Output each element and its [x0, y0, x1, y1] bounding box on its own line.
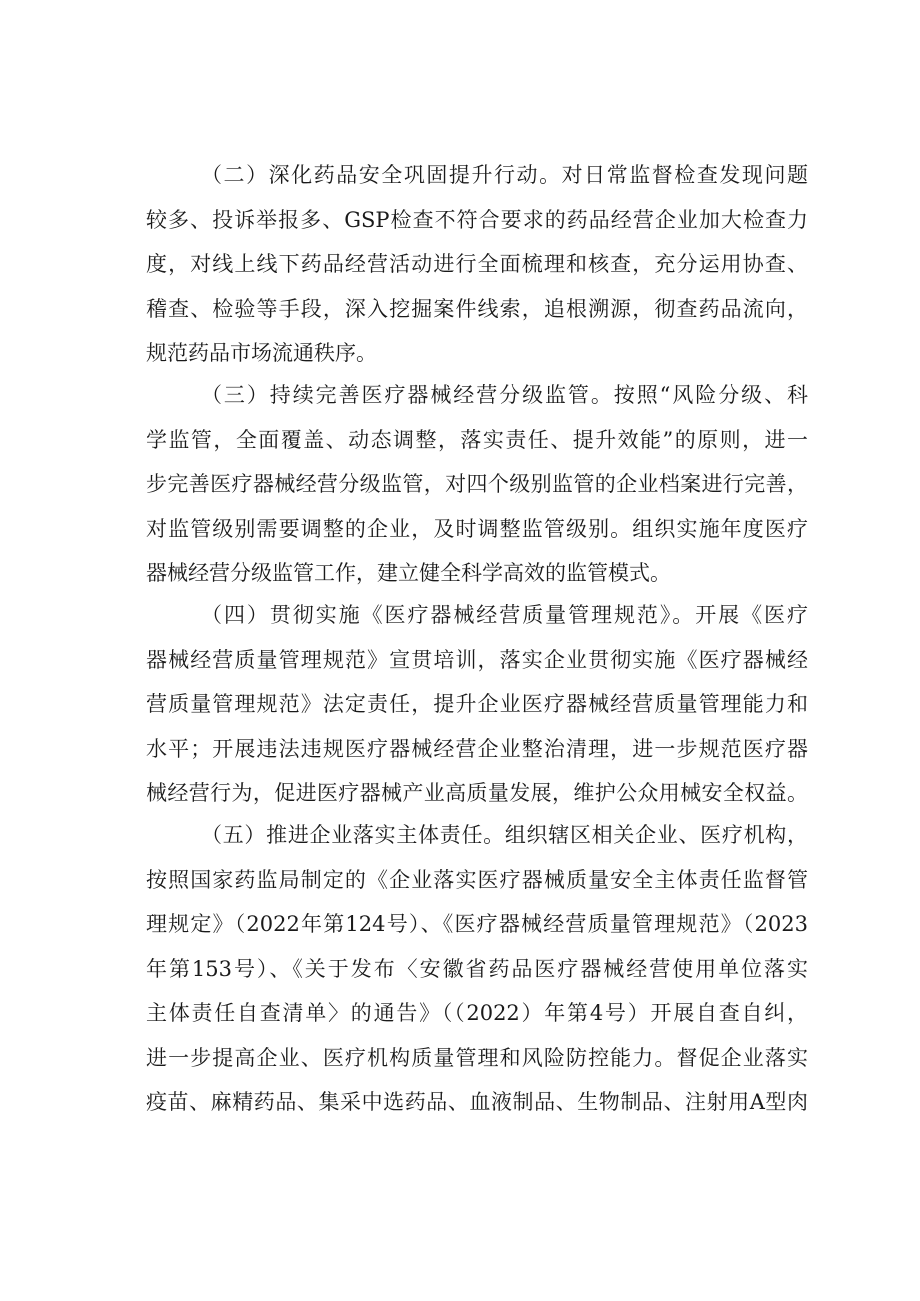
text-line: 主体责任自查清单〉的通告》（（2022）年第4号）开展自查自纠，: [146, 1001, 808, 1025]
text-line: 水平；开展违法违规医疗器械经营企业整治清理，进一步规范医疗器: [146, 737, 808, 761]
text-line: 械经营行为，促进医疗器械产业高质量发展，维护公众用械安全权益。: [146, 781, 808, 805]
text-line: 器械经营分级监管工作，建立健全科学高效的监管模式。: [146, 561, 671, 585]
text-line: 稽查、检验等手段，深入挖掘案件线索，追根溯源，彻查药品流向，: [146, 297, 808, 321]
text-line: 年第153号）、《关于发布〈安徽省药品医疗器械经营使用单位落实: [146, 957, 808, 981]
text-line: 学监管，全面覆盖、动态调整，落实责任、提升效能”的原则，进一: [146, 428, 808, 452]
text-line: （二）深化药品安全巩固提升行动。对日常监督检查发现问题: [201, 163, 808, 187]
text-line: 营质量管理规范》法定责任，提升企业医疗器械经营质量管理能力和: [146, 692, 808, 716]
text-line: 较多、投诉举报多、GSP检查不符合要求的药品经营企业加大检查力: [146, 208, 808, 232]
text-line: 疫苗、麻精药品、集采中选药品、血液制品、生物制品、注射用A型肉: [146, 1090, 808, 1114]
text-line: 步完善医疗器械经营分级监管，对四个级别监管的企业档案进行完善，: [146, 472, 808, 496]
text-line: （五）推进企业落实主体责任。组织辖区相关企业、医疗机构，: [201, 823, 808, 847]
text-line: 理规定》（2022年第124号）、《医疗器械经营质量管理规范》（2023: [146, 912, 808, 936]
text-line: 进一步提高企业、医疗机构质量管理和风险防控能力。督促企业落实: [146, 1046, 808, 1070]
text-line: 对监管级别需要调整的企业，及时调整监管级别。组织实施年度医疗: [146, 517, 808, 541]
text-line: 规范药品市场流通秩序。: [146, 341, 377, 365]
text-line: 器械经营质量管理规范》宣贯培训，落实企业贯彻实施《医疗器械经: [146, 648, 808, 672]
text-line: 按照国家药监局制定的《企业落实医疗器械质量安全主体责任监督管: [146, 868, 808, 892]
text-line: （四）贯彻实施《医疗器械经营质量管理规范》。开展《医疗: [201, 603, 808, 627]
text-line: （三）持续完善医疗器械经营分级监管。按照“风险分级、科: [201, 383, 808, 407]
text-line: 度，对线上线下药品经营活动进行全面梳理和核查，充分运用协查、: [146, 252, 808, 276]
